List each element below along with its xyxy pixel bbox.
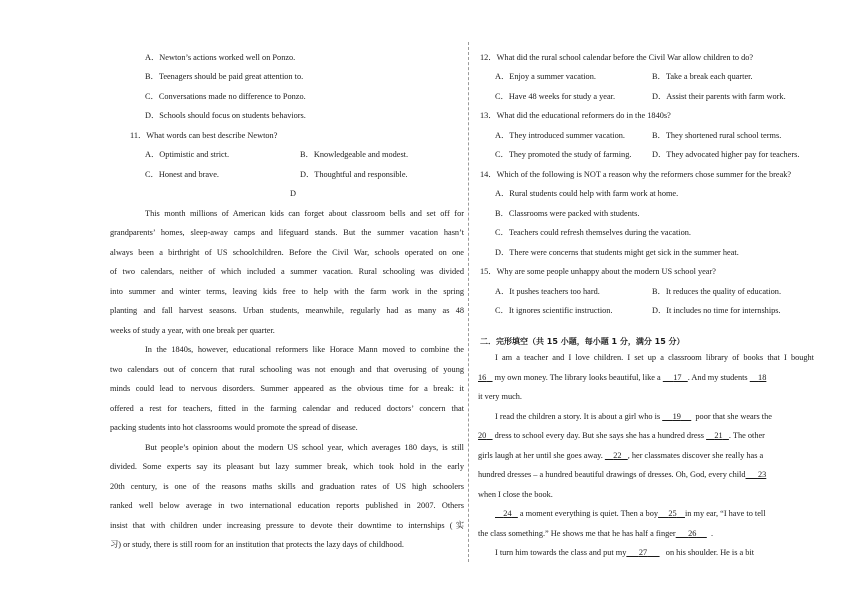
q15-option-d: D．It includes no time for internships. xyxy=(652,306,781,315)
q12-option-b: B．Take a break each quarter. xyxy=(652,72,753,81)
cloze-line-8: when I close the book. xyxy=(478,490,553,499)
cloze-line-2: 16 my own money. The library looks beautiful, like a 17 . And my students 18 xyxy=(478,373,767,382)
q14-option-b: B．Classrooms were packed with students. xyxy=(495,209,640,218)
q13-option-d: D．They advocated higher pay for teachers. xyxy=(652,150,800,159)
q15-option-b: B．It reduces the quality of education. xyxy=(652,287,782,296)
blank-27: 27 xyxy=(638,548,648,557)
p2-line-5: packing students into hot classrooms would promote the spread of disease. xyxy=(110,423,358,432)
blank-25: 25 xyxy=(668,509,677,518)
q13-option-a: A．They introduced summer vacation. xyxy=(495,131,625,140)
p3-line-6: 习) or study, there is still room for an institution that protects the lazy days of childhood. xyxy=(110,540,404,549)
p1-line-5: into summer and winter terms, leaving kids free to help with the farm work in the spring xyxy=(110,287,464,296)
p2-line-2: two calendars out of concern that rural schooling was not enough and that overusing of young xyxy=(110,365,464,374)
p1-line-4: of two calendars, neither of which included a summer vacation. Rural schooling was divided xyxy=(110,267,464,276)
cloze-line-1: I am a teacher and I love children. I set up a classroom library of books that I bought xyxy=(495,353,814,362)
cloze-line-11: I turn him towards the class and put my 27 on his shoulder. He is a bit xyxy=(495,548,755,557)
p1-line-6: planting and fall harvest seasons. Urban students, meanwhile, regularly had as many as 48 xyxy=(110,306,464,315)
p1-line-1: This month millions of American kids can forget about classroom bells and set off for xyxy=(145,209,464,218)
blank-18: 18 xyxy=(758,373,767,382)
blank-26: 26 xyxy=(688,529,697,538)
q11-stem: 11．What words can best describe Newton? xyxy=(130,131,278,140)
p1-line-2: grandparents’ homes, sleep-away camps and lifeguard stands. But the summer vacation hasn’t xyxy=(110,228,464,237)
blank-17: 17 xyxy=(673,373,682,382)
cloze-line-3: it very much. xyxy=(478,392,523,401)
p2-line-1: In the 1840s, however, educational reformers like Horace Mann moved to combine the xyxy=(145,345,464,354)
q11-option-d: D．Thoughtful and responsible. xyxy=(300,170,408,179)
blank-16: 16 xyxy=(478,373,487,382)
q12-option-c: C．Have 48 weeks for study a year. xyxy=(495,92,616,101)
cloze-line-4: I read the children a story. It is about a girl who is 19 poor that she wears the xyxy=(495,412,772,421)
p2-line-4: offered a rest for teachers, fitted in the farming calendar and reduced doctors’ concern that xyxy=(110,404,464,413)
q14-option-c: C．Teachers could refresh themselves during the vacation. xyxy=(495,228,691,237)
q14-option-a: A．Rural students could help with farm work at home. xyxy=(495,189,679,198)
q12-stem: 12．What did the rural school calendar before the Civil War allow children to do? xyxy=(480,53,754,62)
p1-line-3: always been a birthright of US schoolchildren. Before the Civil War, schools operated on one xyxy=(110,248,464,257)
cloze-line-7: hundred dresses – a hundred beautiful drawings of dresses. Oh, God, every child 23 xyxy=(478,470,767,479)
q14-option-d: D．There were concerns that students might get sick in the summer heat. xyxy=(495,248,739,257)
q10-option-b: B．Teenagers should be paid great attention to. xyxy=(145,72,304,81)
blank-21: 21 xyxy=(714,431,723,440)
p3-line-2: divided. Some experts say its pleasant but lazy summer break, which took hold in the early xyxy=(110,462,464,471)
blank-20: 20 xyxy=(478,431,487,440)
p2-line-3: minds could lead to nervous disorders. Summer appeared as the obvious time for a break: it xyxy=(110,384,464,393)
q10-option-a: A．Newton’s actions worked well on Ponzo. xyxy=(145,53,296,62)
q11-option-c: C．Honest and brave. xyxy=(145,170,219,179)
p3-line-5: insist that with children under increasing pressure to devote their downtime to internships (实 xyxy=(110,521,464,530)
q10-option-c: C．Conversations made no difference to Ponzo. xyxy=(145,92,306,101)
blank-22: 22 xyxy=(613,451,622,460)
section-2-title: 二．完形填空（共 15 小题，每小题 1 分，满分 15 分） xyxy=(480,337,685,346)
p3-line-3: 20th century, is one of the reasons maths skills and graduation rates of US high schoolers xyxy=(110,482,464,491)
q15-option-a: A．It pushes teachers too hard. xyxy=(495,287,600,296)
q11-option-b: B．Knowledgeable and modest. xyxy=(300,150,409,159)
blank-24: 24 xyxy=(503,509,512,518)
q11-option-a: A．Optimistic and strict. xyxy=(145,150,230,159)
q15-stem: 15．Why are some people unhappy about the modern US school year? xyxy=(480,267,716,276)
blank-19: 19 xyxy=(672,412,681,421)
cloze-line-5: 20 dress to school every day. But she says she has a hundred dress 21 . The other xyxy=(478,431,765,440)
q13-option-b: B．They shortened rural school terms. xyxy=(652,131,782,140)
p1-line-7: weeks of study a year, with one break per quarter. xyxy=(110,326,275,335)
q13-option-c: C．They promoted the study of farming. xyxy=(495,150,632,159)
q15-option-c: C．It ignores scientific instruction. xyxy=(495,306,613,315)
p3-line-1: But people’s opinion about the modern US school year, which averages 180 days, is still xyxy=(145,443,464,452)
p3-line-4: ranked well below average in two international education reports published in 2007. Others xyxy=(110,501,464,510)
passage-label: D xyxy=(290,189,296,198)
cloze-line-10: the class something.” He shows me that he has half a finger 26 . xyxy=(478,529,714,538)
q13-stem: 13．What did the educational reformers do in the 1840s? xyxy=(480,111,671,120)
cloze-line-6: girls laugh at her until she goes away. 22 , her classmates discover she really has a xyxy=(478,451,764,460)
blank-23: 23 xyxy=(757,470,767,479)
q10-option-d: D．Schools should focus on students behaviors. xyxy=(145,111,306,120)
q14-stem: 14．Which of the following is NOT a reason why the reformers chose summer for the break? xyxy=(480,170,792,179)
q12-option-a: A．Enjoy a summer vacation. xyxy=(495,72,596,81)
column-divider xyxy=(468,42,469,562)
cloze-line-9: 24 a moment everything is quiet. Then a boy 25 in my ear, “I have to tell xyxy=(495,508,766,520)
q12-option-d: D．Assist their parents with farm work. xyxy=(652,92,786,101)
